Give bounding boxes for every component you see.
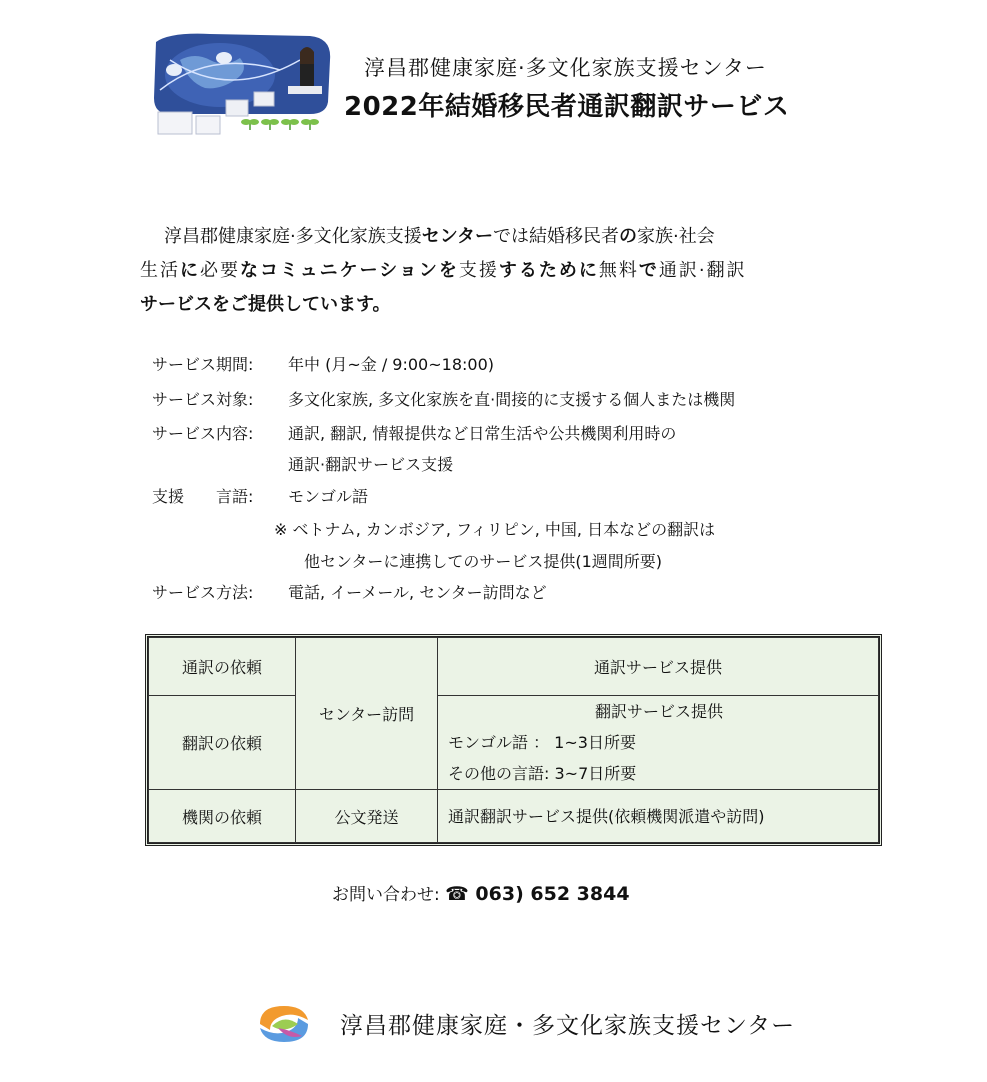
service-content-row	[152, 422, 677, 446]
intro-line-2	[140, 254, 860, 288]
intro-text-bold: に	[180, 260, 200, 281]
intro-text: 必要	[200, 260, 240, 281]
contact-label: お問い合わせ:	[332, 885, 440, 905]
header-center-name: 淳昌郡健康家庭·多文化家族支援センター	[364, 56, 767, 80]
table-cell: 公文発送	[296, 790, 438, 843]
table-cell-translation	[438, 696, 879, 790]
support-language-label: 支援 言語:	[152, 487, 254, 506]
table-cell: 機関の依頼	[149, 790, 296, 843]
intro-text-bold: センター	[421, 226, 494, 247]
table-cell-line: その他の言語: 3~7日所要	[448, 764, 637, 783]
phone-number: ☎ 063) 652 3844	[445, 883, 630, 905]
intro-text: 家族·社会	[637, 226, 715, 247]
intro-text-bold: するために	[498, 260, 599, 281]
table-cell: 翻訳の依頼	[149, 696, 296, 790]
center-logo-icon	[254, 1000, 314, 1048]
service-target-label: サービス対象:	[152, 390, 254, 409]
service-table	[145, 634, 882, 846]
intro-text-bold: で	[638, 260, 659, 281]
support-language-value: モンゴル語	[288, 487, 369, 506]
intro-text: 通訳·翻訳	[658, 260, 747, 281]
intro-text: 淳昌郡健康家庭·多文化家族支援	[164, 226, 422, 247]
banner-illustration	[150, 30, 335, 138]
intro-line-3: サービスをご提供しています。	[140, 294, 391, 315]
service-content-label: サービス内容:	[152, 424, 254, 443]
service-period-row	[152, 353, 494, 377]
service-target-row	[152, 388, 736, 412]
language-note-1: ※ ベトナム, カンボジア, フィリピン, 中国, 日本などの翻訳は	[274, 520, 716, 539]
page-title: 2022年結婚移民者通訳翻訳サービス	[344, 92, 790, 122]
intro-text-bold: の	[619, 226, 638, 247]
table-cell: 通訳サービス提供	[438, 638, 879, 696]
table-cell: 通訳の依頼	[149, 638, 296, 696]
intro-text: 無料	[598, 260, 639, 281]
service-method-label: サービス方法:	[152, 583, 254, 602]
language-note-2: 他センターに連携してのサービス提供(1週間所要)	[304, 552, 663, 571]
service-target-value: 多文化家族, 多文化家族を直·間接的に支援する個人または機関	[288, 390, 736, 409]
intro-text: 支援	[458, 260, 499, 281]
service-method-row	[152, 581, 547, 605]
intro-paragraph	[140, 220, 860, 322]
intro-text-bold: なコミュニケーションを	[240, 260, 459, 281]
service-period-label: サービス期間:	[152, 355, 254, 374]
service-content-value-1: 通訳, 翻訳, 情報提供など日常生活や公共機関利用時の	[288, 424, 677, 443]
table-cell-line: モンゴル語 ： 1~3日所要	[448, 733, 636, 752]
table-cell: センター訪問	[296, 638, 438, 790]
contact-info	[332, 880, 630, 905]
service-content-value-2: 通訳·翻訳サービス支援	[288, 455, 454, 474]
intro-line-1	[140, 220, 860, 254]
footer-center-name: 淳昌郡健康家庭・多文化家族支援センター	[340, 1013, 796, 1039]
table-cell-line: 翻訳サービス提供	[594, 702, 723, 721]
service-method-value: 電話, イーメール, センター訪問など	[288, 583, 547, 602]
intro-text: では結婚移民者	[493, 226, 620, 247]
intro-text: 生活	[140, 260, 180, 281]
service-period-value: 年中 (月~金 / 9:00~18:00)	[288, 355, 494, 374]
support-language-row	[152, 485, 369, 509]
table-cell: 通訳翻訳サービス提供(依頼機関派遣や訪問)	[438, 790, 879, 843]
